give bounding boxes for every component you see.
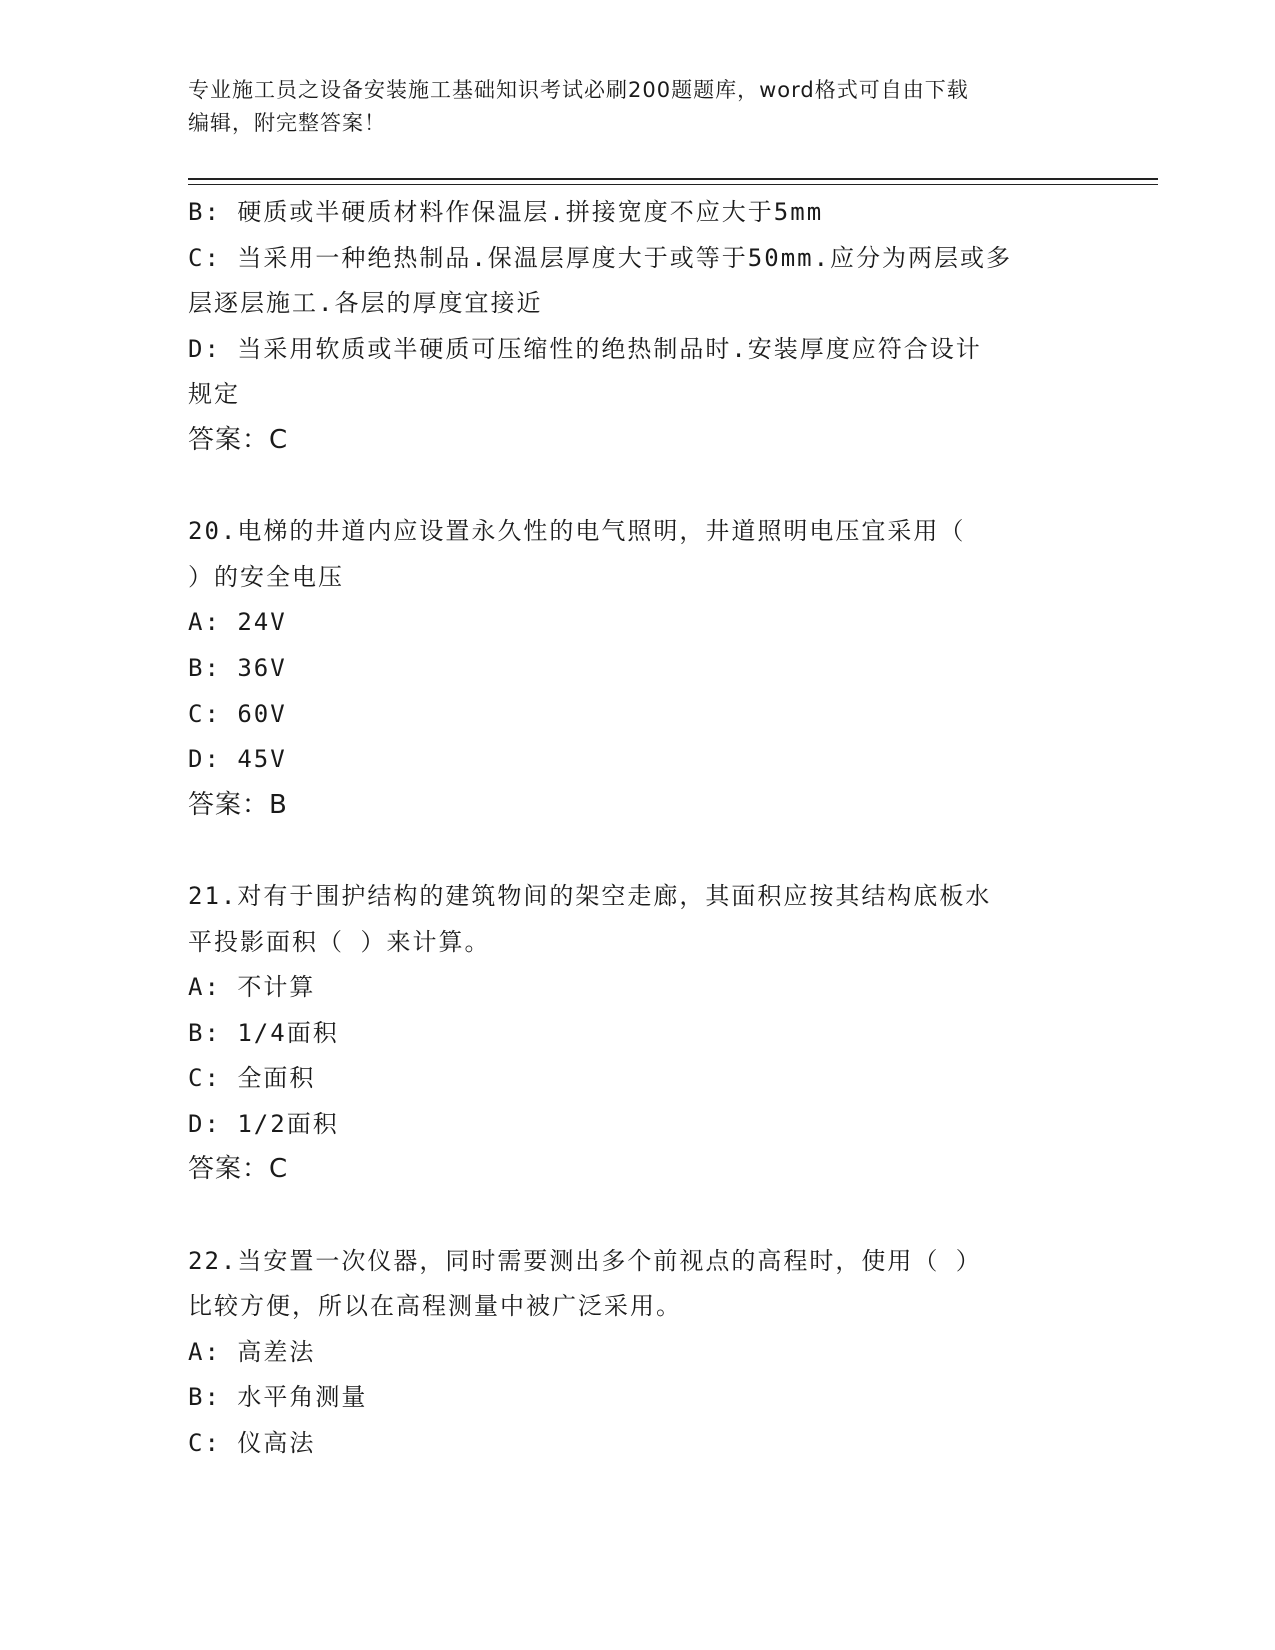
question-22 xyxy=(188,1239,1088,1467)
q21-option-d: D: 1/2面积 xyxy=(188,1109,339,1138)
q19-option-b: B: 硬质或半硬质材料作保温层.拼接宽度不应大于5mm xyxy=(188,198,824,226)
q20-option-d: D: 45V xyxy=(188,745,287,774)
q21-answer: 答案：C xyxy=(188,1154,289,1185)
q21-stem-line-2: 平投影面积（ ）来计算。 xyxy=(188,927,491,956)
header-title-line-2: 编辑，附完整答案！ xyxy=(188,111,386,135)
q21-option-c: C: 全面积 xyxy=(188,1064,316,1093)
q22-option-a: A: 高差法 xyxy=(188,1337,316,1366)
q22-option-b: B: 水平角测量 xyxy=(188,1383,368,1412)
q19-answer: 答案：C xyxy=(188,424,289,455)
q20-answer: 答案：B xyxy=(188,789,288,820)
q22-option-c: C: 仪高法 xyxy=(188,1429,316,1458)
q20-option-a: A: 24V xyxy=(188,608,287,637)
question-19-tail xyxy=(188,190,1088,464)
q19-option-c-line-2: 层逐层施工.各层的厚度宜接近 xyxy=(188,289,543,318)
question-20 xyxy=(188,509,1088,828)
q21-stem-line-1: 21.对有于围护结构的建筑物间的架空走廊，其面积应按其结构底板水 xyxy=(188,881,992,910)
q19-option-c-line-1: C: 当采用一种绝热制品.保温层厚度大于或等于50mm.应分为两层或多 xyxy=(188,243,1013,272)
spacer xyxy=(188,1193,1088,1239)
spacer xyxy=(188,828,1088,874)
q21-option-a: A: 不计算 xyxy=(188,973,316,1002)
header-divider-thin xyxy=(188,184,1158,185)
question-content xyxy=(188,190,1088,1467)
q19-option-d-line-1: D: 当采用软质或半硬质可压缩性的绝热制品时.安装厚度应符合设计 xyxy=(188,334,982,363)
header-title-line-1: 专业施工员之设备安装施工基础知识考试必刷200题题库，word格式可自由下载 xyxy=(188,78,969,102)
q22-stem-line-1: 22.当安置一次仪器，同时需要测出多个前视点的高程时，使用（ ） xyxy=(188,1246,982,1275)
spacer xyxy=(188,464,1088,510)
question-21 xyxy=(188,874,1088,1193)
q20-option-b: B: 36V xyxy=(188,653,287,682)
q19-option-d-line-2: 规定 xyxy=(188,380,240,409)
q21-option-b: B: 1/4面积 xyxy=(188,1018,339,1047)
header-divider-thick xyxy=(188,178,1158,180)
q22-stem-line-2: 比较方便，所以在高程测量中被广泛采用。 xyxy=(188,1292,682,1321)
q20-stem-line-1: 20.电梯的井道内应设置永久性的电气照明，井道照明电压宜采用（ xyxy=(188,517,966,546)
q20-stem-line-2: ）的安全电压 xyxy=(188,562,344,591)
q20-option-c: C: 60V xyxy=(188,699,287,728)
document-header xyxy=(188,74,1088,140)
